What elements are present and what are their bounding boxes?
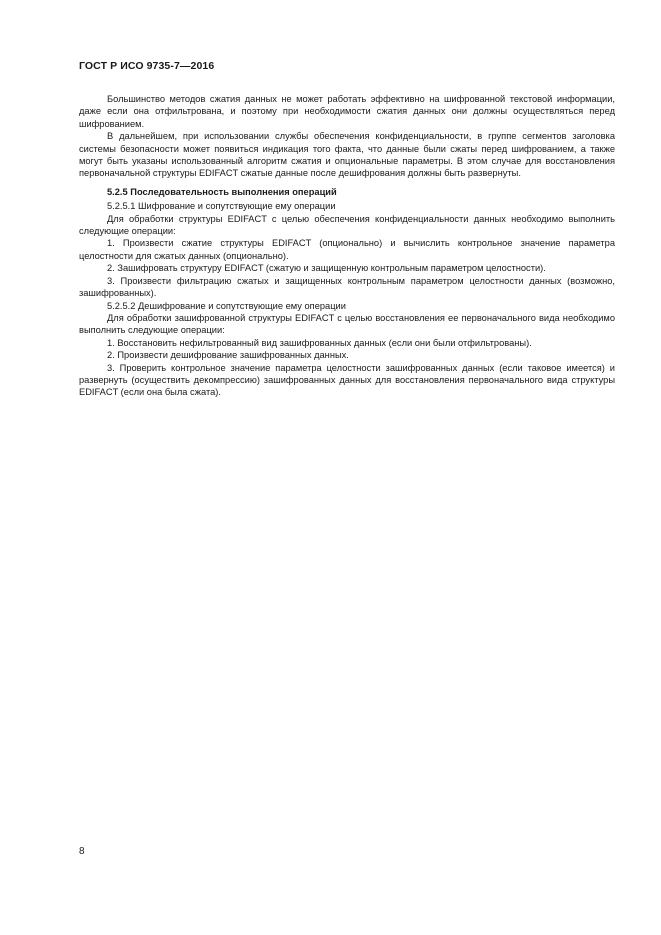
document-header: ГОСТ Р ИСО 9735-7—2016 (79, 60, 215, 72)
subsection-intro-decryption: Для обработки зашифрованной структуры EDIFACT с целью восстановления ее первоначального вида необходимо выполнить следующие операции: (79, 312, 615, 336)
list-item-encryption-1: 1. Произвести сжатие структуры EDIFACT (опционально) и вычислить контрольное значение параметра целостности для сжатых данных (опционально). (79, 238, 615, 261)
list-item-decryption-1: 1. Восстановить нефильтрованный вид зашифрованных данных (если они были отфильтрованы). (107, 337, 532, 348)
list-item-encryption-2: 2. Зашифровать структуру EDIFACT (сжатую и защищенную контрольным параметром целостности). (107, 263, 546, 274)
list-item-decryption-3: 3. Проверить контрольное значение параметра целостности зашифрованных данных (если таковое имеется) и развернуть (осуществить декомпрессию) зашифрованных данных для восстановления первоначального вида структуры EDIFACT (если она была сжата). (79, 362, 615, 398)
paragraph-confidentiality: В дальнейшем, при использовании службы обеспечения конфиденциальности, в группе сегментов заголовка системы безопасности может появиться индикация того факта, что данные были сжаты перед шифрованием, а также могут быть указаны использованный алгоритм сжатия и опциональные параметры. В этом случае для восстановления первоначальной структуры EDIFACT сжатые данные после дешифрования должны быть развернуты. (79, 131, 615, 179)
list-item-decryption-2: 2. Произвести дешифрование зашифрованных данных. (107, 350, 349, 361)
page-number: 8 (79, 846, 85, 857)
subsection-heading-5-2-5-1: 5.2.5.1 Шифрование и сопутствующие ему операции (107, 201, 336, 212)
section-heading-5-2-5: 5.2.5 Последовательность выполнения операций (107, 186, 337, 197)
list-item-encryption-3: 3. Произвести фильтрацию сжатых и защищенных контрольным параметром целостности данных (возможно, зашифрованных). (79, 275, 615, 299)
subsection-intro-encryption: Для обработки структуры EDIFACT с целью обеспечения конфиденциальности данных необходимо выполнить следующие операции: (79, 213, 615, 237)
subsection-heading-5-2-5-2: 5.2.5.2 Дешифрование и сопутствующие ему операции (107, 300, 346, 311)
document-body (79, 93, 615, 399)
paragraph-compression: Большинство методов сжатия данных не может работать эффективно на шифрованной текстовой информации, даже если она отфильтрована, и поэтому при необходимости сжатия данных они должны осуществляться перед шифрованием. (79, 94, 615, 129)
